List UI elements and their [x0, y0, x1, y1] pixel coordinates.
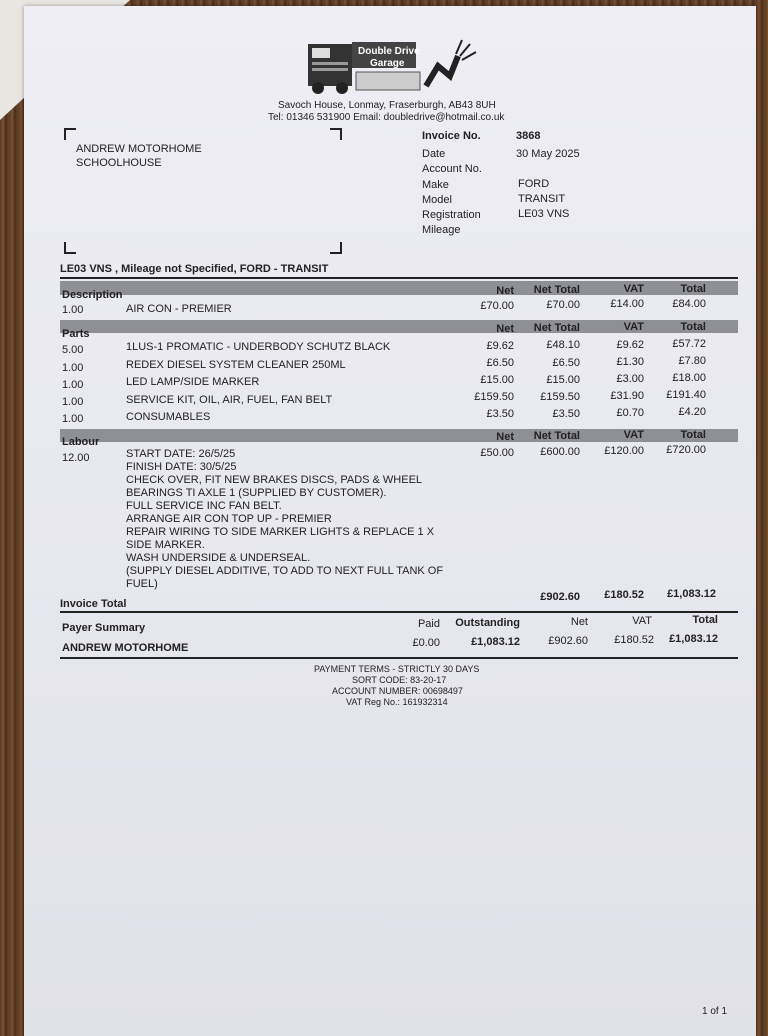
- company-contact: Tel: 01346 531900 Email: doubledrive@hotmail.co.uk: [268, 112, 505, 123]
- parts-col-net-total-header: Net Total: [533, 322, 580, 334]
- vat-reg-line: VAT Reg No.: 161932314: [346, 697, 448, 707]
- labour-note-line: FINISH DATE: 30/5/25: [126, 461, 237, 473]
- detail-value-registration: LE03 VNS: [518, 208, 570, 220]
- detail-label-account: Account No.: [422, 163, 482, 175]
- parts-col-total-header: Total: [680, 321, 706, 333]
- invoice-total-net: £902.60: [540, 591, 580, 603]
- labour-net-total: £600.00: [540, 446, 580, 458]
- labour-note-line: ARRANGE AIR CON TOP UP - PREMIER: [126, 513, 332, 525]
- invoice-total-label: Invoice Total: [60, 598, 127, 610]
- row-net: £70.00: [480, 300, 514, 312]
- row-net-total: £6.50: [552, 357, 580, 369]
- row-net: £3.50: [486, 408, 514, 420]
- labour-col-net-header: Net: [496, 431, 514, 443]
- window-corner-tl: [64, 128, 76, 140]
- row-desc: 1LUS-1 PROMATIC - UNDERBODY SCHUTZ BLACK: [126, 341, 391, 353]
- window-corner-tr: [330, 128, 342, 140]
- row-vat: £0.70: [616, 407, 644, 419]
- payer-rule: [60, 657, 738, 659]
- row-vat: £31.90: [610, 390, 644, 402]
- detail-label-date: Date: [422, 148, 446, 160]
- row-vat: £3.00: [616, 373, 644, 385]
- customer-name: ANDREW MOTORHOME: [76, 143, 202, 155]
- payment-terms-line: PAYMENT TERMS - STRICTLY 30 DAYS: [314, 664, 480, 674]
- payer-total: £1,083.12: [669, 633, 718, 645]
- labour-col-vat-header: VAT: [623, 429, 644, 441]
- detail-label-model: Model: [422, 194, 452, 206]
- row-net-total: £159.50: [540, 391, 580, 403]
- row-net: £15.00: [480, 374, 514, 386]
- window-corner-bl: [64, 242, 76, 254]
- labour-title: Labour: [62, 436, 100, 448]
- row-total: £57.72: [672, 338, 706, 350]
- payer-outstanding: £1,083.12: [471, 636, 520, 648]
- payer-total-header: Total: [692, 614, 718, 626]
- account-number-line: ACCOUNT NUMBER: 00698497: [332, 686, 463, 696]
- labour-note-line: BEARINGS TI AXLE 1 (SUPPLIED BY CUSTOMER).: [126, 487, 387, 499]
- row-total: £7.80: [678, 355, 706, 367]
- row-desc: SERVICE KIT, OIL, AIR, FUEL, FAN BELT: [126, 394, 333, 406]
- row-desc: AIR CON - PREMIER: [126, 303, 232, 315]
- payer-paid-header: Paid: [417, 618, 440, 630]
- row-vat: £1.30: [616, 356, 644, 368]
- row-net: £6.50: [486, 357, 514, 369]
- customer-address: SCHOOLHOUSE: [76, 157, 162, 169]
- labour-note-line: SIDE MARKER.: [126, 539, 205, 551]
- payer-paid: £0.00: [412, 637, 440, 649]
- payer-outstanding-header: Outstanding: [455, 617, 520, 629]
- parts-col-net-header: Net: [496, 323, 514, 335]
- company-address: Savoch House, Lonmay, Fraserburgh, AB43 8UH: [278, 100, 496, 111]
- description-title: Description: [62, 289, 123, 301]
- page-number: 1 of 1: [702, 1006, 728, 1017]
- detail-label-mileage: Mileage: [422, 224, 461, 236]
- col-net-total-header: Net Total: [533, 284, 580, 296]
- col-vat-header: VAT: [623, 283, 644, 295]
- payer-net: £902.60: [548, 635, 588, 647]
- row-qty: 1.00: [62, 362, 84, 374]
- invoice-total-amount: £1,083.12: [667, 588, 716, 600]
- vehicle-rule: [60, 277, 738, 279]
- labour-note-line: REPAIR WIRING TO SIDE MARKER LIGHTS & REPLACE 1 X: [126, 526, 435, 538]
- row-vat: £9.62: [616, 339, 644, 351]
- row-total: £191.40: [666, 389, 706, 401]
- detail-label-make: Make: [422, 179, 449, 191]
- detail-label-registration: Registration: [422, 209, 481, 221]
- row-qty: 1.00: [62, 396, 84, 408]
- row-net: £159.50: [474, 391, 514, 403]
- row-net: £9.62: [486, 340, 514, 352]
- row-net-total: £48.10: [546, 339, 580, 351]
- col-total-header: Total: [680, 283, 706, 295]
- row-total: £4.20: [678, 406, 706, 418]
- row-desc: REDEX DIESEL SYSTEM CLEANER 250ML: [126, 359, 346, 371]
- row-net-total: £3.50: [552, 408, 580, 420]
- company-logo: [308, 36, 488, 100]
- labour-net: £50.00: [480, 447, 514, 459]
- logo-text-line1: Double Drive: [358, 46, 420, 57]
- payer-name: ANDREW MOTORHOME: [62, 642, 189, 654]
- detail-value-make: FORD: [518, 178, 550, 190]
- payer-net-header: Net: [570, 616, 588, 628]
- total-rule: [60, 611, 738, 613]
- labour-note-line: WASH UNDERSIDE & UNDERSEAL.: [126, 552, 311, 564]
- labour-note-line: FULL SERVICE INC FAN BELT.: [126, 500, 282, 512]
- row-qty: 5.00: [62, 344, 84, 356]
- labour-note-line: FUEL): [126, 578, 158, 590]
- window-corner-br: [330, 242, 342, 254]
- detail-value-date: 30 May 2025: [516, 148, 580, 160]
- sort-code-line: SORT CODE: 83-20-17: [352, 675, 447, 685]
- labour-total: £720.00: [666, 444, 706, 456]
- row-net-total: £15.00: [546, 374, 580, 386]
- payer-vat-header: VAT: [632, 615, 652, 627]
- row-vat: £14.00: [610, 298, 644, 310]
- labour-col-total-header: Total: [680, 429, 706, 441]
- parts-title: Parts: [62, 328, 90, 340]
- invoice-page: [24, 6, 756, 1036]
- row-qty: 1.00: [62, 379, 84, 391]
- logo-text-line2: Garage: [370, 58, 405, 69]
- row-net-total: £70.00: [546, 299, 580, 311]
- labour-note-line: CHECK OVER, FIT NEW BRAKES DISCS, PADS & WHEEL: [126, 474, 423, 486]
- labour-vat: £120.00: [604, 445, 644, 457]
- detail-value-model: TRANSIT: [518, 193, 566, 205]
- invoice-total-vat: £180.52: [604, 589, 644, 601]
- row-desc: LED LAMP/SIDE MARKER: [126, 376, 260, 388]
- detail-label-invoice-no: Invoice No.: [422, 130, 481, 142]
- row-desc: CONSUMABLES: [126, 411, 211, 423]
- labour-note-line: (SUPPLY DIESEL ADDITIVE, TO ADD TO NEXT FULL TANK OF: [126, 565, 444, 577]
- parts-col-vat-header: VAT: [623, 321, 644, 333]
- vehicle-heading: LE03 VNS , Mileage not Specified, FORD - TRANSIT: [60, 263, 329, 275]
- detail-value-invoice-no: 3868: [516, 130, 541, 142]
- payer-vat: £180.52: [614, 634, 654, 646]
- labour-note-line: START DATE: 26/5/25: [126, 448, 236, 460]
- row-qty: 1.00: [62, 304, 84, 316]
- row-qty: 1.00: [62, 413, 84, 425]
- labour-qty: 12.00: [62, 452, 90, 464]
- labour-col-net-total-header: Net Total: [533, 430, 580, 442]
- col-net-header: Net: [496, 285, 514, 297]
- row-total: £84.00: [672, 298, 706, 310]
- payer-summary-title: Payer Summary: [62, 622, 146, 634]
- row-total: £18.00: [672, 372, 706, 384]
